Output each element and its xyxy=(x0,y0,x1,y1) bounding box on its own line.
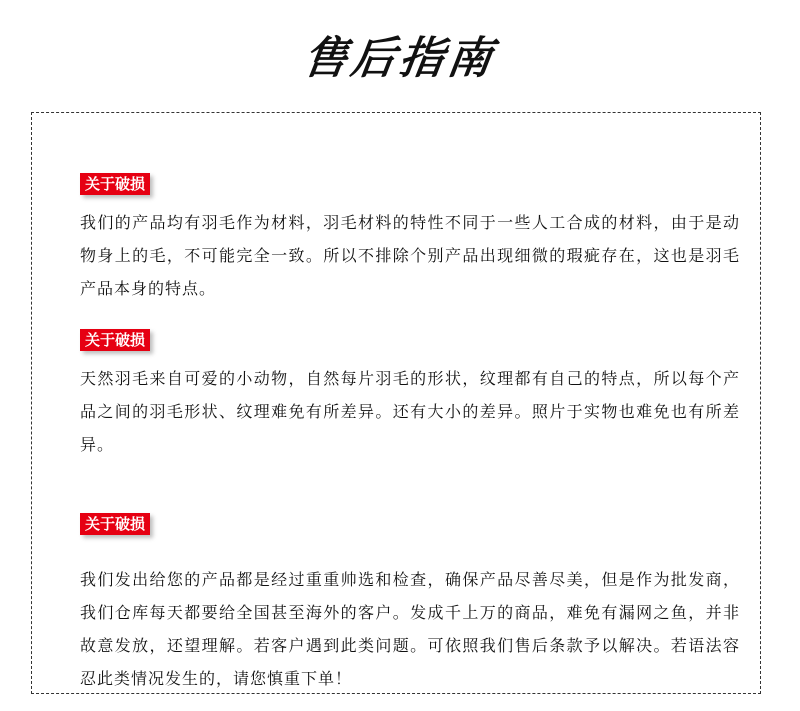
section-damage-1 xyxy=(80,173,740,305)
section-text: 我们的产品均有羽毛作为材料，羽毛材料的特性不同于一些人工合成的材料，由于是动物身上的毛，不可能完全一致。所以不排除个别产品出现细微的瑕疵存在，这也是羽毛产品本身的特点。 xyxy=(80,213,740,298)
section-tag: 关于破损 xyxy=(80,513,150,535)
section-text: 我们发出给您的产品都是经过重重帅选和检查，确保产品尽善尽美，但是作为批发商，我们仓库每天都要给全国甚至海外的客户。发成千上万的商品，难免有漏网之鱼，并非故意发放，还望理解。若客户遇到此类问题。可依照我们售后条款予以解决。若语法容忍此类情况发生的，请您慎重下单！ xyxy=(80,570,740,688)
section-damage-3 xyxy=(80,513,740,695)
section-tag: 关于破损 xyxy=(80,173,150,195)
section-damage-2 xyxy=(80,329,740,461)
section-text: 天然羽毛来自可爱的小动物，自然每片羽毛的形状，纹理都有自己的特点，所以每个产品之间的羽毛形状、纹理难免有所差异。还有大小的差异。照片于实物也难免也有所差异。 xyxy=(80,369,740,454)
page-title: 售后指南 xyxy=(299,33,499,84)
content-frame xyxy=(31,112,761,694)
section-tag: 关于破损 xyxy=(80,329,150,351)
